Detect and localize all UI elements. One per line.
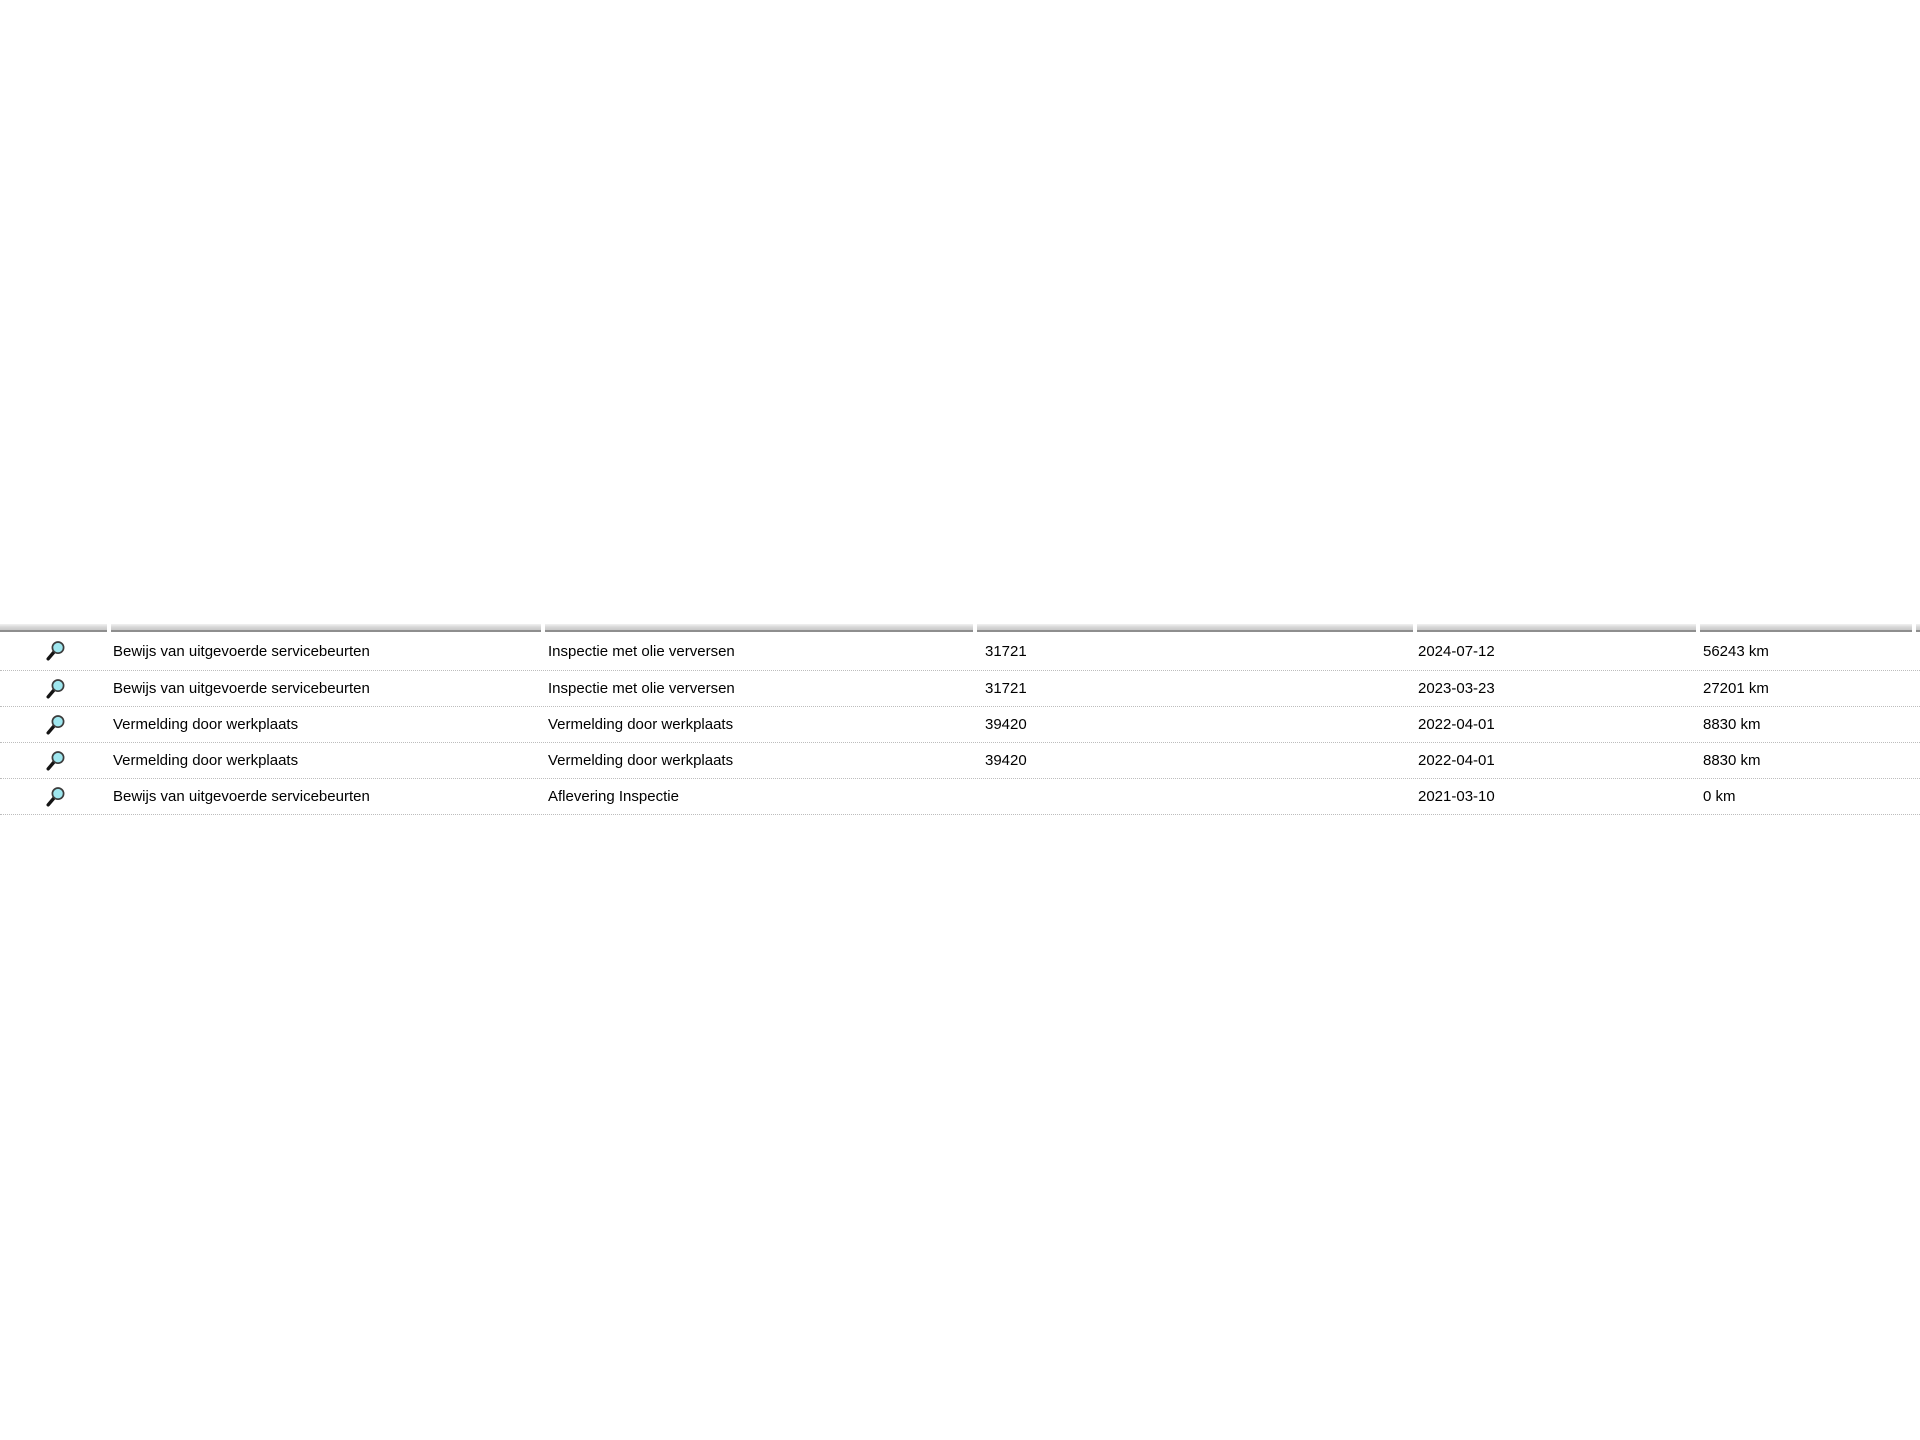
magnifier-icon[interactable] <box>44 640 66 662</box>
table-header-segment <box>1916 624 1920 632</box>
mileage-cell: 56243 km <box>1703 643 1769 659</box>
mileage-cell: 8830 km <box>1703 753 1761 768</box>
magnifier-icon[interactable] <box>44 678 66 700</box>
row-action-cell <box>0 678 109 700</box>
table-row[interactable] <box>0 632 1920 671</box>
mileage-cell: 8830 km <box>1703 717 1761 732</box>
service-history-table <box>0 624 1920 815</box>
activity-cell: Vermelding door werkplaats <box>548 717 734 732</box>
code-cell: 39420 <box>985 717 1027 732</box>
table-header-segment <box>545 624 973 632</box>
category-cell: Vermelding door werkplaats <box>113 717 299 732</box>
table-row[interactable] <box>0 779 1920 815</box>
table-header-segment <box>1417 624 1696 632</box>
date-cell: 2021-03-10 <box>1418 789 1495 804</box>
row-action-cell <box>0 714 109 736</box>
date-cell: 2024-07-12 <box>1418 643 1495 659</box>
table-row[interactable] <box>0 671 1920 707</box>
magnifier-icon[interactable] <box>44 750 66 772</box>
table-header-segment <box>0 624 107 632</box>
table-row[interactable] <box>0 707 1920 743</box>
table-header <box>0 624 1920 632</box>
table-header-segment <box>977 624 1413 632</box>
category-cell: Bewijs van uitgevoerde servicebeurten <box>113 681 370 696</box>
date-cell: 2022-04-01 <box>1418 753 1495 768</box>
activity-cell: Inspectie met olie verversen <box>548 643 735 659</box>
category-cell: Vermelding door werkplaats <box>113 753 299 768</box>
date-cell: 2023-03-23 <box>1418 681 1495 696</box>
magnifier-icon[interactable] <box>44 786 66 808</box>
code-cell: 39420 <box>985 753 1027 768</box>
activity-cell: Vermelding door werkplaats <box>548 753 734 768</box>
code-cell: 31721 <box>985 681 1027 696</box>
table-row[interactable] <box>0 743 1920 779</box>
category-cell: Bewijs van uitgevoerde servicebeurten <box>113 789 370 804</box>
mileage-cell: 0 km <box>1703 789 1736 804</box>
magnifier-icon[interactable] <box>44 714 66 736</box>
mileage-cell: 27201 km <box>1703 681 1769 696</box>
date-cell: 2022-04-01 <box>1418 717 1495 732</box>
row-action-cell <box>0 640 109 662</box>
category-cell: Bewijs van uitgevoerde servicebeurten <box>113 643 370 659</box>
row-action-cell <box>0 786 109 808</box>
table-header-segment <box>111 624 541 632</box>
row-action-cell <box>0 750 109 772</box>
activity-cell: Aflevering Inspectie <box>548 789 679 804</box>
activity-cell: Inspectie met olie verversen <box>548 681 735 696</box>
code-cell: 31721 <box>985 643 1027 659</box>
table-header-segment <box>1700 624 1912 632</box>
